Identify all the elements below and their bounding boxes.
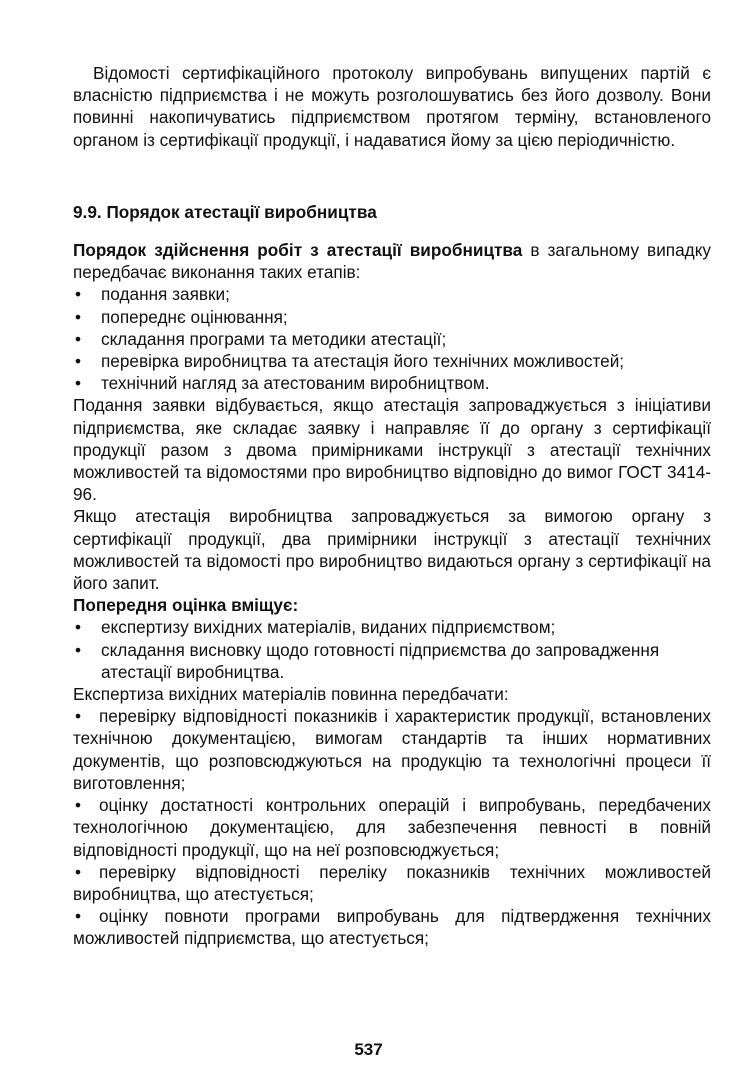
list-item: • перевірку відповідності показників і характеристик продукції, встановлених технічною документацією, вимогам стандартів та інших нормативних документів, що розповсюджуються на продукцію та технологічні процеси її виготовлення;: [73, 706, 711, 793]
list-item: • подання заявки;: [73, 283, 711, 305]
list-item: • технічний нагляд за атестованим виробництвом.: [73, 372, 711, 394]
bullet-glyph: •: [75, 706, 82, 727]
list-item: • оцінку повноти програми випробувань для підтвердження технічних можливостей підприємства, що атестується;: [73, 906, 711, 949]
list-item: • перевірка виробництва та атестація його технічних можливостей;: [73, 350, 711, 372]
expertise-intro: Експертиза вихідних матеріалів повинна передбачати:: [73, 684, 509, 705]
lead-bold: Порядок здійснення робіт з атестації виробництва: [73, 240, 523, 261]
preliminary-list: [73, 616, 711, 683]
list-item: • складання висновку щодо готовності підприємства до запровадження атестації виробництва.: [73, 639, 711, 683]
page-content: [73, 62, 711, 950]
page-number: 537: [354, 1040, 383, 1059]
list-item: • експертизу вихідних матеріалів, виданих підприємством;: [73, 616, 711, 638]
lead-rest: в загальному випадку передбачає виконання таких етапів:: [73, 240, 711, 283]
bullet-glyph: •: [75, 906, 82, 927]
list-item: • перевірку відповідності переліку показників технічних можливостей виробництва, що атестується;: [73, 861, 711, 904]
list-item: • попереднє оцінювання;: [73, 306, 711, 328]
stages-list: [73, 283, 711, 394]
request-paragraph: Якщо атестація виробництва запроваджується за вимогою органу з сертифікації продукції, два примірники інструкції з атестації технічних можливостей та відомості про виробництво видаються органу з сертифікації на його запит.: [73, 506, 711, 594]
bullet-glyph: •: [75, 861, 82, 882]
list-item: • оцінку достатності контрольних операцій і випробувань, передбачених технологічною документацією, для забезпечення певності в повній відповідності продукції, що на неї розповсюджується;: [73, 795, 711, 860]
intro-paragraph: Відомості сертифікаційного протоколу випробувань випущених партій є власністю підприємства і не можуть розголошуватись без його дозволу. Вони повинні накопичуватись підприємством протягом терміну, встановленого органом із сертифікації продукції, і надаватися йому за цією періодичністю.: [73, 63, 711, 150]
lead-paragraph: [73, 239, 711, 283]
bullet-glyph: •: [75, 795, 82, 816]
section-heading: 9.9. Порядок атестації виробництва: [73, 201, 377, 222]
preliminary-heading: Попередня оцінка вміщує:: [73, 595, 299, 616]
application-paragraph: Подання заявки відбувається, якщо атестація запроваджується з ініціативи підприємства, яке складає заявку і направляє її до органу з сертифікації продукції разом з двома примірниками інструкції з атестації технічних можливостей та відомостями про виробництво відповідно до вимог ГОСТ 3414-96.: [73, 395, 711, 505]
list-item: • складання програми та методики атестації;: [73, 328, 711, 350]
